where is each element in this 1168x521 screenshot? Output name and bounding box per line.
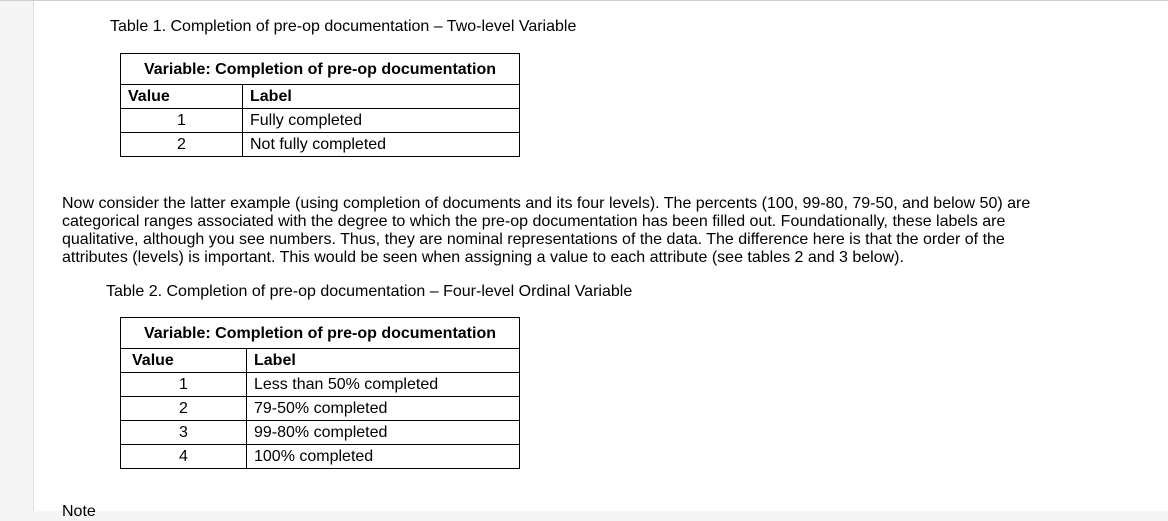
table-cell-label: Not fully completed xyxy=(243,133,520,157)
table-row xyxy=(121,109,520,133)
table-cell-label: 100% completed xyxy=(247,445,520,469)
table-cell-value: 2 xyxy=(121,133,243,157)
table-cell-value: 4 xyxy=(121,445,247,469)
table-1-title: Variable: Completion of pre-op documentation xyxy=(121,54,520,85)
table-cell-label: Fully completed xyxy=(243,109,520,133)
table-row xyxy=(121,421,520,445)
body-paragraph xyxy=(62,195,1042,267)
table-2-title: Variable: Completion of pre-op documentation xyxy=(121,318,520,349)
paragraph-line: Now consider the latter example (using completion of documents and its four levels). The percents (100, 99-80, 79-50, and below 50) are xyxy=(62,195,1031,212)
table-row xyxy=(121,133,520,157)
table-cell-label: 79-50% completed xyxy=(247,397,520,421)
table-2-value-header: Value xyxy=(121,349,247,373)
cut-off-note-text: Note xyxy=(62,503,96,520)
paragraph-line: attributes (levels) is important. This would be seen when assigning a value to each attribute (see tables 2 and 3 below). xyxy=(62,249,904,266)
table-1 xyxy=(120,53,520,157)
table-1-label-header: Label xyxy=(243,85,520,109)
table-1-value-header: Value xyxy=(121,85,243,109)
table-2-label-header: Label xyxy=(247,349,520,373)
table-cell-value: 1 xyxy=(121,373,247,397)
table-1-caption: Table 1. Completion of pre-op documentation – Two-level Variable xyxy=(110,18,577,35)
table-cell-value: 1 xyxy=(121,109,243,133)
table-row xyxy=(121,397,520,421)
table-row xyxy=(121,373,520,397)
table-2 xyxy=(120,317,520,469)
table-2-caption: Table 2. Completion of pre-op documentation – Four-level Ordinal Variable xyxy=(106,283,633,300)
table-cell-label: Less than 50% completed xyxy=(247,373,520,397)
table-cell-value: 3 xyxy=(121,421,247,445)
paragraph-line: categorical ranges associated with the degree to which the pre-op documentation has been filled out. Foundationally, these labels are xyxy=(62,213,1006,230)
paragraph-line: qualitative, although you see numbers. Thus, they are nominal representations of the data. The difference here is that the order of the xyxy=(62,231,1005,248)
table-cell-value: 2 xyxy=(121,397,247,421)
table-cell-label: 99-80% completed xyxy=(247,421,520,445)
table-row xyxy=(121,445,520,469)
